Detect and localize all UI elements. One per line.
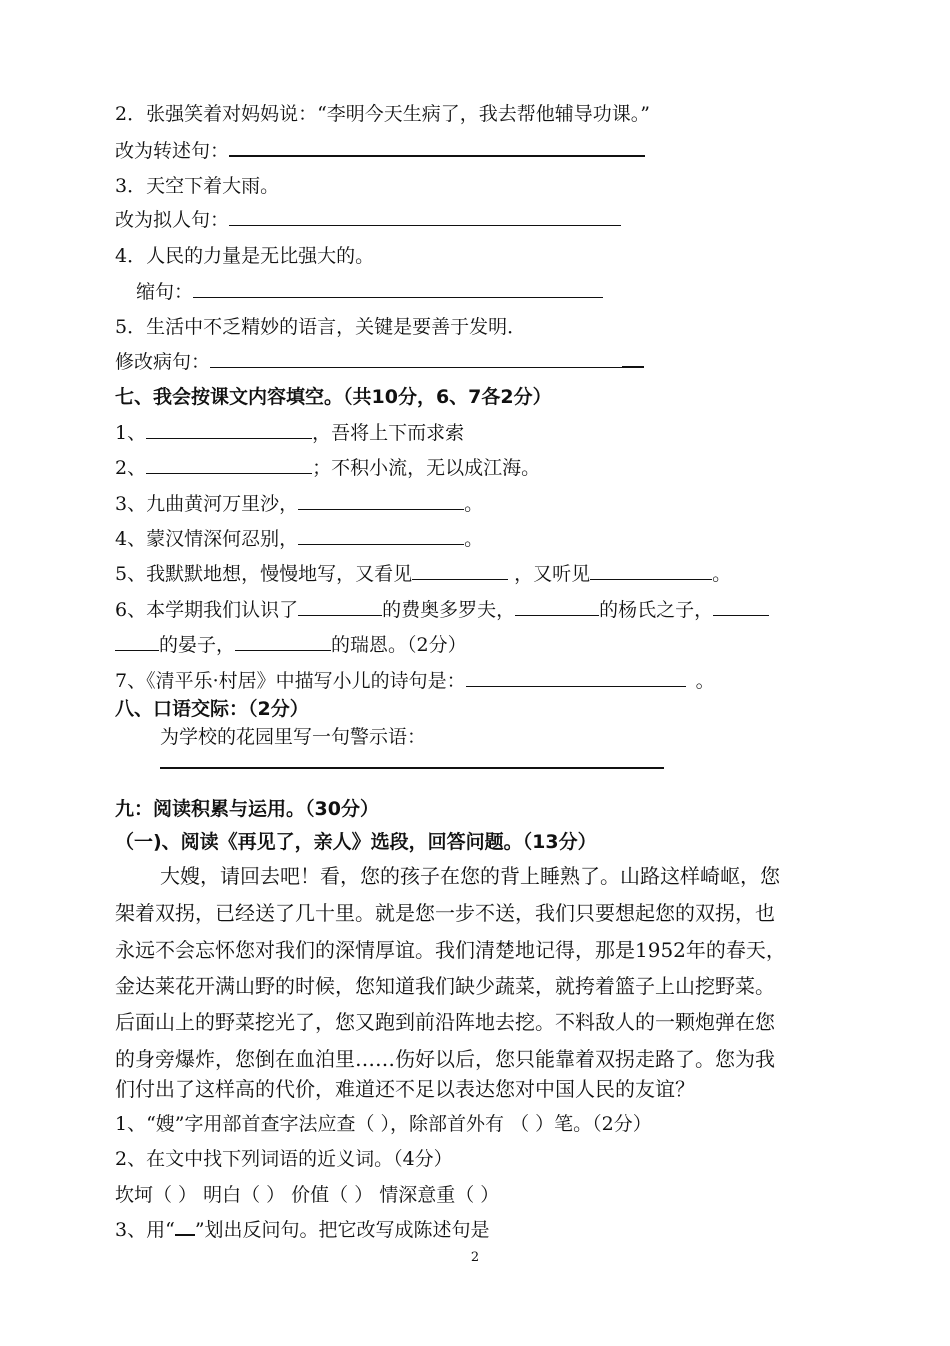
- passage-line: 们付出了这样高的代价，难道还不足以表达您对中国人民的友谊？: [115, 1077, 695, 1101]
- reading-question-3-start: 3、用“: [115, 1219, 175, 1241]
- answer-blank[interactable]: [229, 137, 645, 157]
- fill-blank[interactable]: [298, 526, 464, 545]
- section-7-heading: 七、我会按课文内容填空。（共10分，6、7各2分）: [115, 386, 552, 408]
- fill-item-5: [115, 561, 731, 587]
- fill-item-6-d: 的晏子，: [159, 634, 236, 656]
- reading-question-2: 2、在文中找下列词语的近义词。（4分）: [115, 1148, 453, 1170]
- fill-blank[interactable]: [146, 420, 312, 439]
- fill-blank[interactable]: [235, 632, 331, 651]
- answer-blank[interactable]: [229, 207, 621, 226]
- fill-item-2-text: ；不积小流，无以成江海。: [312, 457, 541, 479]
- question-2-text: 2．张强笑着对妈妈说：“李明今天生病了，我去帮他辅导功课。”: [115, 103, 651, 125]
- fill-item-6-continued: [115, 632, 467, 658]
- fill-item-6-text: 6、本学期我们认识了: [115, 599, 299, 621]
- fill-item-7-end: 。: [695, 670, 715, 692]
- passage-line: 大嫂，请回去吧！看，您的孩子在您的背上睡熟了。山路这样崎岖，您: [160, 864, 780, 888]
- question-3-label: 改为拟人句：: [115, 209, 230, 231]
- fill-blank[interactable]: [590, 561, 712, 580]
- passage-line: 的身旁爆炸，您倒在血泊里……伤好以后，您只能靠着双拐走路了。您为我: [115, 1047, 775, 1071]
- question-2-answer-row: [115, 137, 645, 164]
- fill-blank[interactable]: [298, 491, 464, 510]
- reading-1-heading: （一)、阅读《再见了，亲人》选段，回答问题。（13分）: [115, 831, 597, 853]
- fill-item-4-end: 。: [464, 528, 484, 550]
- underline-mark: [175, 1216, 195, 1236]
- fill-blank[interactable]: [298, 597, 382, 616]
- question-4-label: 缩句：: [136, 281, 194, 303]
- question-4-text: 4．人民的力量是无比强大的。: [115, 245, 375, 267]
- question-3-text: 3．天空下着大雨。: [115, 175, 280, 197]
- fill-item-1: [115, 420, 464, 446]
- fill-item-4-text: 4、蒙汉情深何忍别，: [115, 528, 299, 550]
- fill-item-5-mid: ，又听见: [514, 563, 591, 585]
- fill-item-5-end: 。: [712, 563, 732, 585]
- fill-blank[interactable]: [115, 632, 159, 651]
- question-4-answer-row: [136, 279, 603, 305]
- fill-blank[interactable]: [146, 455, 312, 474]
- reading-question-3: [115, 1216, 490, 1243]
- fill-blank[interactable]: [412, 561, 508, 580]
- question-5-answer-row: [115, 348, 644, 375]
- question-5-text: 5．生活中不乏精妙的语言，关键是要善于发明．: [115, 316, 527, 338]
- fill-item-2-number: 2、: [115, 457, 147, 479]
- fill-item-6-e: 的瑞恩。（2分）: [331, 634, 467, 656]
- fill-item-3: [115, 491, 483, 517]
- page-number: 2: [470, 1250, 480, 1265]
- fill-item-5-text: 5、我默默地想，慢慢地写，又看见: [115, 563, 413, 585]
- synonym-words: 坎坷（ ） 明白（ ） 价值（ ） 情深意重（ ）: [115, 1184, 500, 1206]
- section-8-prompt: 为学校的花园里写一句警示语：: [160, 726, 427, 748]
- fill-item-7-text: 7、《清平乐·村居》中描写小儿的诗句是：: [115, 670, 466, 692]
- question-2-label: 改为转述句：: [115, 140, 230, 162]
- fill-blank[interactable]: [713, 597, 769, 616]
- fill-item-1-text: ，吾将上下而求索: [312, 422, 465, 444]
- question-5-label: 修改病句：: [115, 351, 211, 373]
- reading-question-3-end: ”划出反问句。把它改写成陈述句是: [194, 1219, 490, 1241]
- passage-line: 金达莱花开满山野的时候，您知道我们缺少蔬菜，就挎着篮子上山挖野菜。: [115, 974, 775, 998]
- fill-item-6-b: 的费奥多罗夫，: [382, 599, 516, 621]
- fill-item-3-end: 。: [464, 493, 484, 515]
- fill-item-6: [115, 597, 769, 623]
- answer-blank-end[interactable]: [622, 348, 644, 368]
- fill-blank[interactable]: [466, 668, 686, 687]
- fill-item-3-text: 3、九曲黄河万里沙，: [115, 493, 299, 515]
- answer-blank[interactable]: [210, 349, 622, 368]
- passage-line: 永远不会忘怀您对我们的深情厚谊。我们清楚地记得，那是1952年的春天，: [115, 938, 786, 962]
- fill-item-7: [115, 668, 715, 694]
- section-9-heading: 九：阅读积累与运用。（30分）: [115, 798, 379, 820]
- fill-item-4: [115, 526, 483, 552]
- fill-blank[interactable]: [515, 597, 599, 616]
- passage-line: 架着双拐，已经送了几十里。就是您一步不送，我们只要想起您的双拐，也: [115, 901, 775, 925]
- section-8-heading: 八、口语交际：（2分）: [115, 698, 309, 720]
- reading-question-1: 1、“嫂”字用部首查字法应查（ ），除部首外有 （ ）笔。（2分）: [115, 1113, 652, 1135]
- slogan-answer-line[interactable]: [160, 767, 664, 769]
- answer-blank[interactable]: [193, 279, 603, 298]
- passage-line: 后面山上的野菜挖光了，您又跑到前沿阵地去挖。不料敌人的一颗炮弹在您: [115, 1010, 775, 1034]
- fill-item-1-number: 1、: [115, 422, 147, 444]
- question-3-answer-row: [115, 207, 621, 233]
- fill-item-2: [115, 455, 540, 481]
- fill-item-6-c: 的杨氏之子，: [599, 599, 714, 621]
